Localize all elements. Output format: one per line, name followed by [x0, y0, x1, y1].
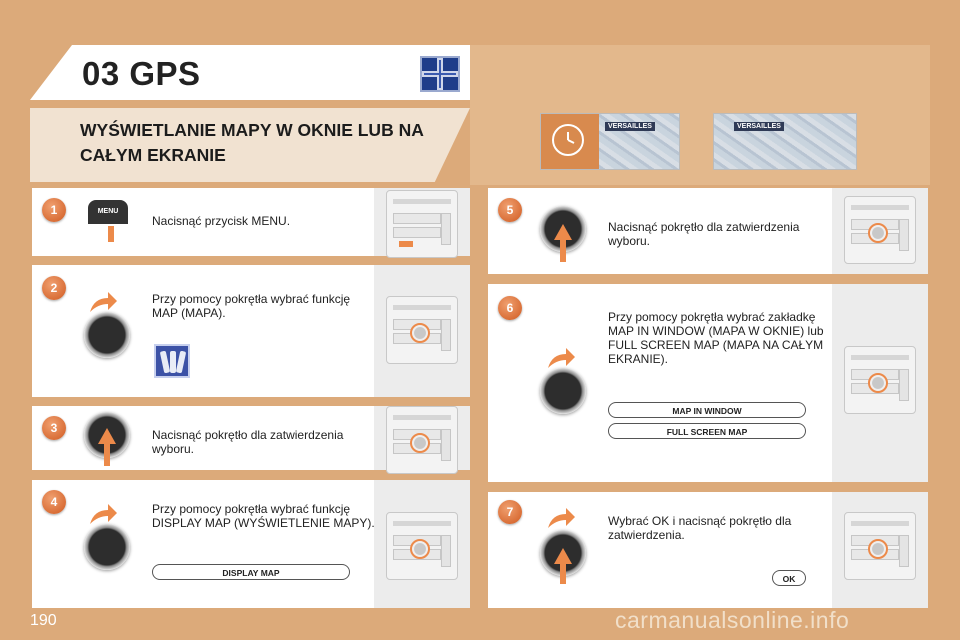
step-1-text: Nacisnąć przycisk MENU.: [152, 214, 291, 228]
step-5-badge: 5: [498, 198, 522, 222]
rotate-arrow-icon: [88, 290, 118, 314]
page-number: 190: [30, 612, 57, 629]
step-1-badge: 1: [42, 198, 66, 222]
step-5-text: Nacisnąć pokrętło dla zatwierdzenia wyboru.: [608, 220, 800, 248]
radio-panel-icon: [844, 346, 916, 414]
map-in-window-thumbnail: [540, 113, 680, 170]
map-menu-icon: [154, 344, 190, 378]
section-title: [80, 118, 480, 168]
rotary-knob-icon: [84, 524, 130, 570]
topographic-backdrop: [470, 45, 930, 185]
ok-option[interactable]: OK: [772, 570, 806, 586]
rotate-arrow-icon: [546, 346, 576, 370]
map-in-window-option[interactable]: MAP IN WINDOW: [608, 402, 806, 418]
step-3-text: Nacisnąć pokrętło dla zatwierdzenia wyboru.: [152, 428, 344, 456]
step-7-badge: 7: [498, 500, 522, 524]
step-3-badge: 3: [42, 416, 66, 440]
city-label: VERSAILLES: [605, 122, 655, 131]
section-title-line1: WYŚWIETLANIE MAPY W OKNIE LUB NA: [80, 120, 424, 140]
radio-panel-icon: [844, 196, 916, 264]
radio-panel-icon: [844, 512, 916, 580]
press-arrow-icon: [554, 548, 572, 564]
rotate-arrow-icon: [88, 502, 118, 526]
press-arrow-icon: [108, 226, 114, 242]
city-label: VERSAILLES: [734, 122, 784, 131]
press-arrow-icon: [554, 224, 572, 240]
radio-panel-icon: [386, 512, 458, 580]
step-6-badge: 6: [498, 296, 522, 320]
radio-panel-icon: [386, 406, 458, 474]
radio-panel-icon: [386, 296, 458, 364]
watermark: carmanualsonline.info: [615, 607, 850, 633]
press-arrow-icon: [98, 428, 116, 444]
section-title-line2: CAŁYM EKRANIE: [80, 145, 226, 165]
radio-panel-icon: [386, 190, 458, 258]
rotary-knob-icon: [84, 312, 130, 358]
rotary-knob-icon: [540, 368, 586, 414]
rotate-arrow-icon: [546, 506, 576, 530]
step-6-text: Przy pomocy pokrętła wybrać zakładkę MAP IN WINDOW (MAPA W OKNIE) lub FULL SCREEN MAP (MAPA NA CAŁYM EKRANIE).: [608, 310, 824, 366]
display-map-option[interactable]: DISPLAY MAP: [152, 564, 350, 580]
step-7-text: Wybrać OK i nacisnąć pokrętło dla zatwierdzenia.: [608, 514, 792, 542]
step-2-badge: 2: [42, 276, 66, 300]
step-4-text: Przy pomocy pokrętła wybrać funkcję DISPLAY MAP (WYŚWIETLENIE MAPY).: [152, 502, 375, 530]
step-4-badge: 4: [42, 490, 66, 514]
chapter-title: 03 GPS: [82, 55, 201, 92]
step-2-text: Przy pomocy pokrętła wybrać funkcję MAP (MAPA).: [152, 292, 351, 320]
full-screen-map-option[interactable]: FULL SCREEN MAP: [608, 423, 806, 439]
clock-panel: [541, 114, 599, 169]
menu-key-icon: MENU: [88, 200, 128, 224]
clock-icon: [552, 124, 584, 156]
gps-crossroad-icon: [420, 56, 460, 92]
full-screen-map-thumbnail: [713, 113, 857, 170]
